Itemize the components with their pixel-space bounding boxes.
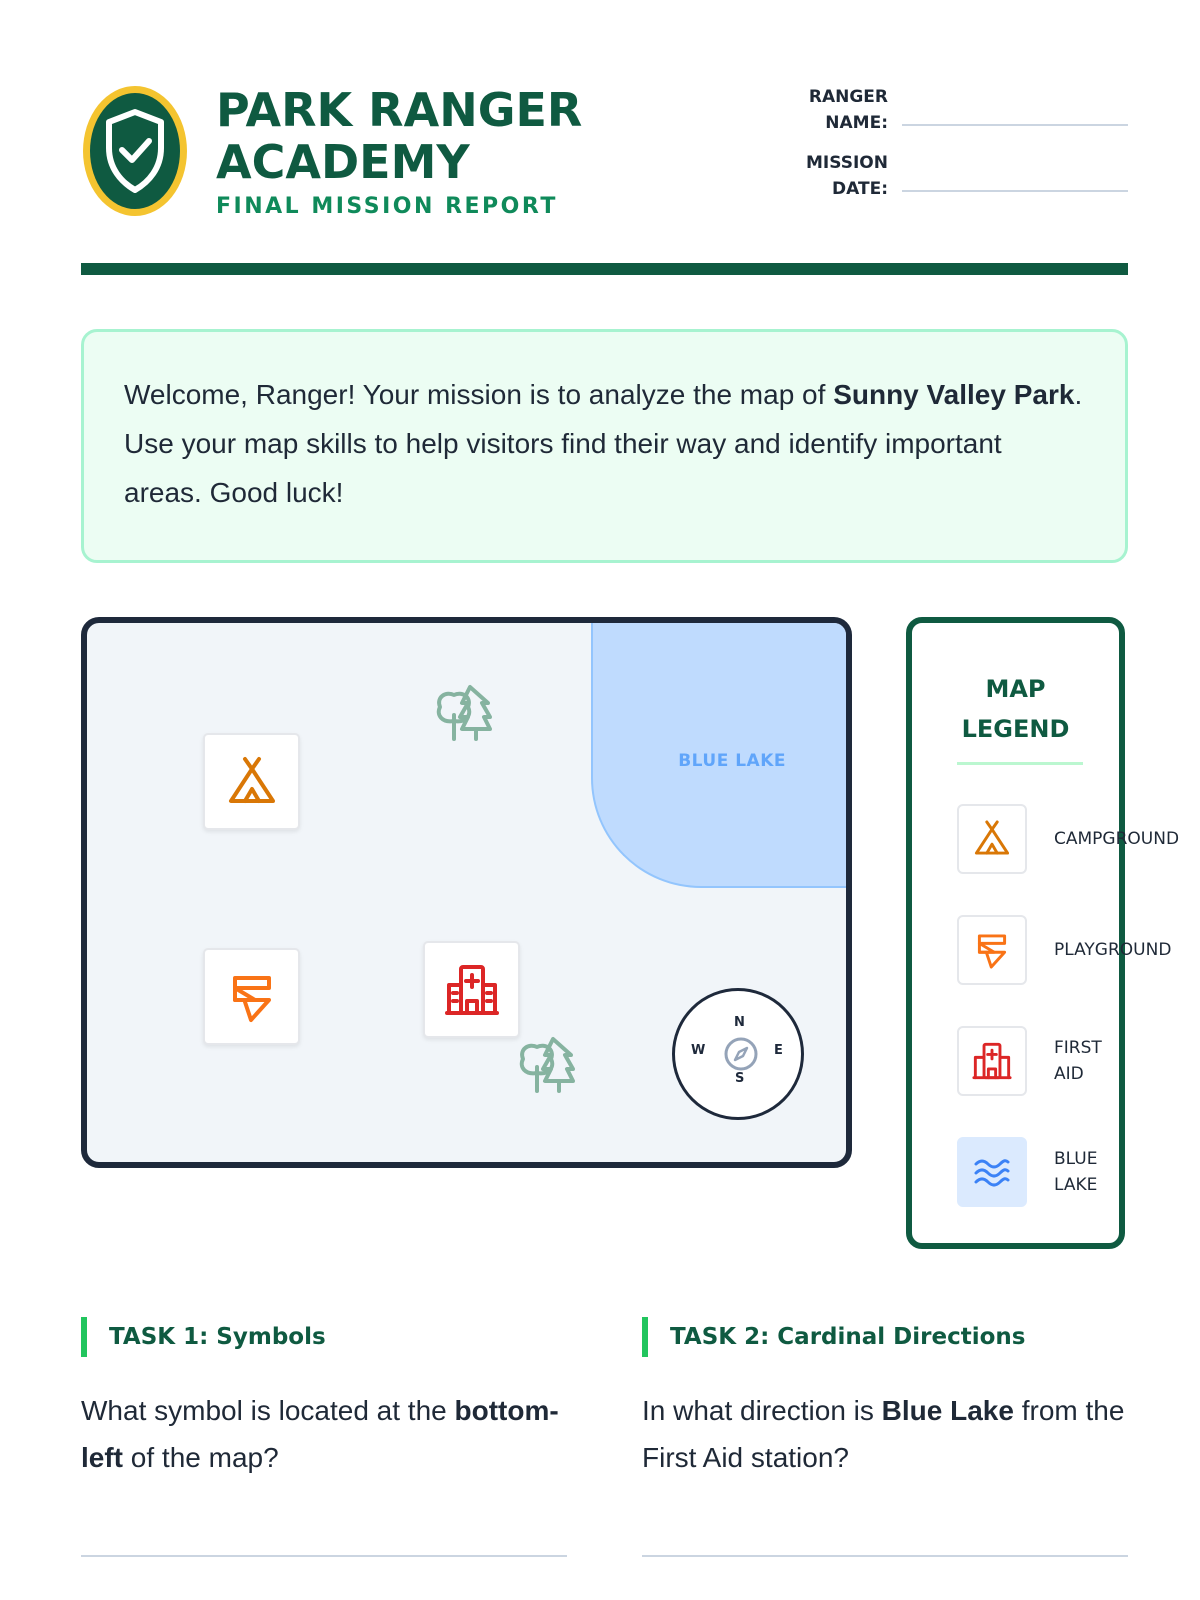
- task-1-question-part1: What symbol is located at the: [81, 1395, 455, 1426]
- intro-text-part2: . Use your map skills to help visitors find their way and identify important areas. Good luck!: [124, 379, 1083, 508]
- legend-item-first-aid: [957, 1026, 1200, 1096]
- intro-park-name: Sunny Valley Park: [833, 379, 1075, 410]
- tree-icon: [432, 681, 496, 743]
- legend-label-campground: [1054, 826, 1179, 852]
- legend-first-aid-tile: [957, 1026, 1027, 1096]
- park-map: [81, 617, 852, 1168]
- legend-label-campground-line1: CAMPGROUND: [1054, 829, 1180, 849]
- compass-rose: [672, 988, 804, 1120]
- compass-north: N: [734, 1015, 745, 1030]
- page-title-line1: PARK RANGER: [216, 83, 583, 137]
- legend-item-blue-lake: [957, 1137, 1200, 1207]
- task-1-question-part2: of the map?: [123, 1442, 279, 1473]
- legend-water-tile: [957, 1137, 1027, 1207]
- intro-text-part1: Welcome, Ranger! Your mission is to analyze the map of: [124, 379, 834, 410]
- mission-date-label: [778, 150, 888, 202]
- mission-date-field[interactable]: [788, 150, 1128, 216]
- map-campground-tile[interactable]: [203, 733, 300, 830]
- page-subtitle: FINAL MISSION REPORT: [216, 194, 558, 219]
- water-icon: [972, 1152, 1012, 1192]
- map-first-aid-tile[interactable]: [423, 941, 520, 1038]
- legend-label-first-aid: [1054, 1035, 1102, 1087]
- intro-box: [81, 329, 1128, 563]
- page-title-line2: ACADEMY: [216, 135, 470, 189]
- legend-title-line1: MAP: [985, 675, 1046, 703]
- tree-icon: [515, 1033, 579, 1095]
- task-1-title: TASK 1: Symbols: [81, 1317, 567, 1357]
- map-legend: [906, 617, 1180, 1249]
- ranger-name-label: [778, 84, 888, 136]
- compass-east: E: [774, 1043, 783, 1058]
- mission-date-label-line1: MISSION: [806, 153, 888, 173]
- ranger-name-label-line2: NAME:: [825, 113, 888, 133]
- header: [81, 84, 1128, 224]
- blue-lake-label: BLUE LAKE: [678, 751, 786, 771]
- task-1: [81, 1317, 567, 1481]
- task-2-answer-line[interactable]: [642, 1555, 1128, 1557]
- title-block: [216, 84, 582, 219]
- compass-west: W: [691, 1043, 706, 1058]
- header-divider: [81, 263, 1128, 275]
- mission-date-label-line2: DATE:: [832, 179, 888, 199]
- task-1-question: [81, 1387, 567, 1481]
- report-fields: [788, 84, 1128, 216]
- first-aid-icon: [443, 961, 501, 1019]
- first-aid-icon: [971, 1040, 1013, 1082]
- legend-title-line2: LEGEND: [961, 715, 1070, 743]
- legend-label-blue-lake: [1054, 1146, 1097, 1198]
- legend-label-blue-lake-line1: BLUE: [1054, 1149, 1098, 1169]
- legend-divider: [957, 762, 1083, 765]
- shield-check-icon: [81, 84, 189, 218]
- task-2-question-part2: from the First Aid station?: [642, 1395, 1125, 1473]
- task-2: [642, 1317, 1128, 1481]
- legend-playground-tile: [957, 915, 1027, 985]
- task-2-question: [642, 1387, 1128, 1481]
- task-2-question-part1: In what direction is: [642, 1395, 882, 1426]
- compass-south: S: [735, 1071, 745, 1086]
- intro-text: [124, 370, 1085, 517]
- ranger-name-label-line1: RANGER: [808, 87, 888, 107]
- task-1-answer-line[interactable]: [81, 1555, 567, 1557]
- map-playground-tile[interactable]: [203, 948, 300, 1045]
- ranger-name-field[interactable]: [788, 84, 1128, 150]
- ranger-name-line[interactable]: [902, 124, 1128, 126]
- blue-lake-area: [591, 623, 846, 888]
- tent-icon: [225, 755, 279, 809]
- legend-label-playground: [1054, 937, 1171, 963]
- legend-title: [912, 669, 1119, 749]
- mission-date-line[interactable]: [902, 190, 1128, 192]
- tent-icon: [972, 819, 1012, 859]
- legend-campground-tile: [957, 804, 1027, 874]
- playground-icon: [972, 930, 1012, 970]
- legend-item-playground: [957, 915, 1200, 985]
- task-2-question-bold: Blue Lake: [881, 1395, 1014, 1426]
- compass-needle-icon: [723, 1036, 759, 1072]
- legend-label-first-aid-line1: FIRST: [1054, 1038, 1102, 1058]
- legend-label-playground-line1: PLAYGROUND: [1054, 940, 1172, 960]
- legend-item-campground: [957, 804, 1200, 874]
- legend-label-blue-lake-line2: LAKE: [1054, 1175, 1098, 1195]
- task-2-title: TASK 2: Cardinal Directions: [642, 1317, 1128, 1357]
- task-1-question-bold: bottom-left: [81, 1395, 559, 1473]
- playground-icon: [225, 970, 279, 1024]
- legend-label-first-aid-line2: AID: [1054, 1064, 1084, 1084]
